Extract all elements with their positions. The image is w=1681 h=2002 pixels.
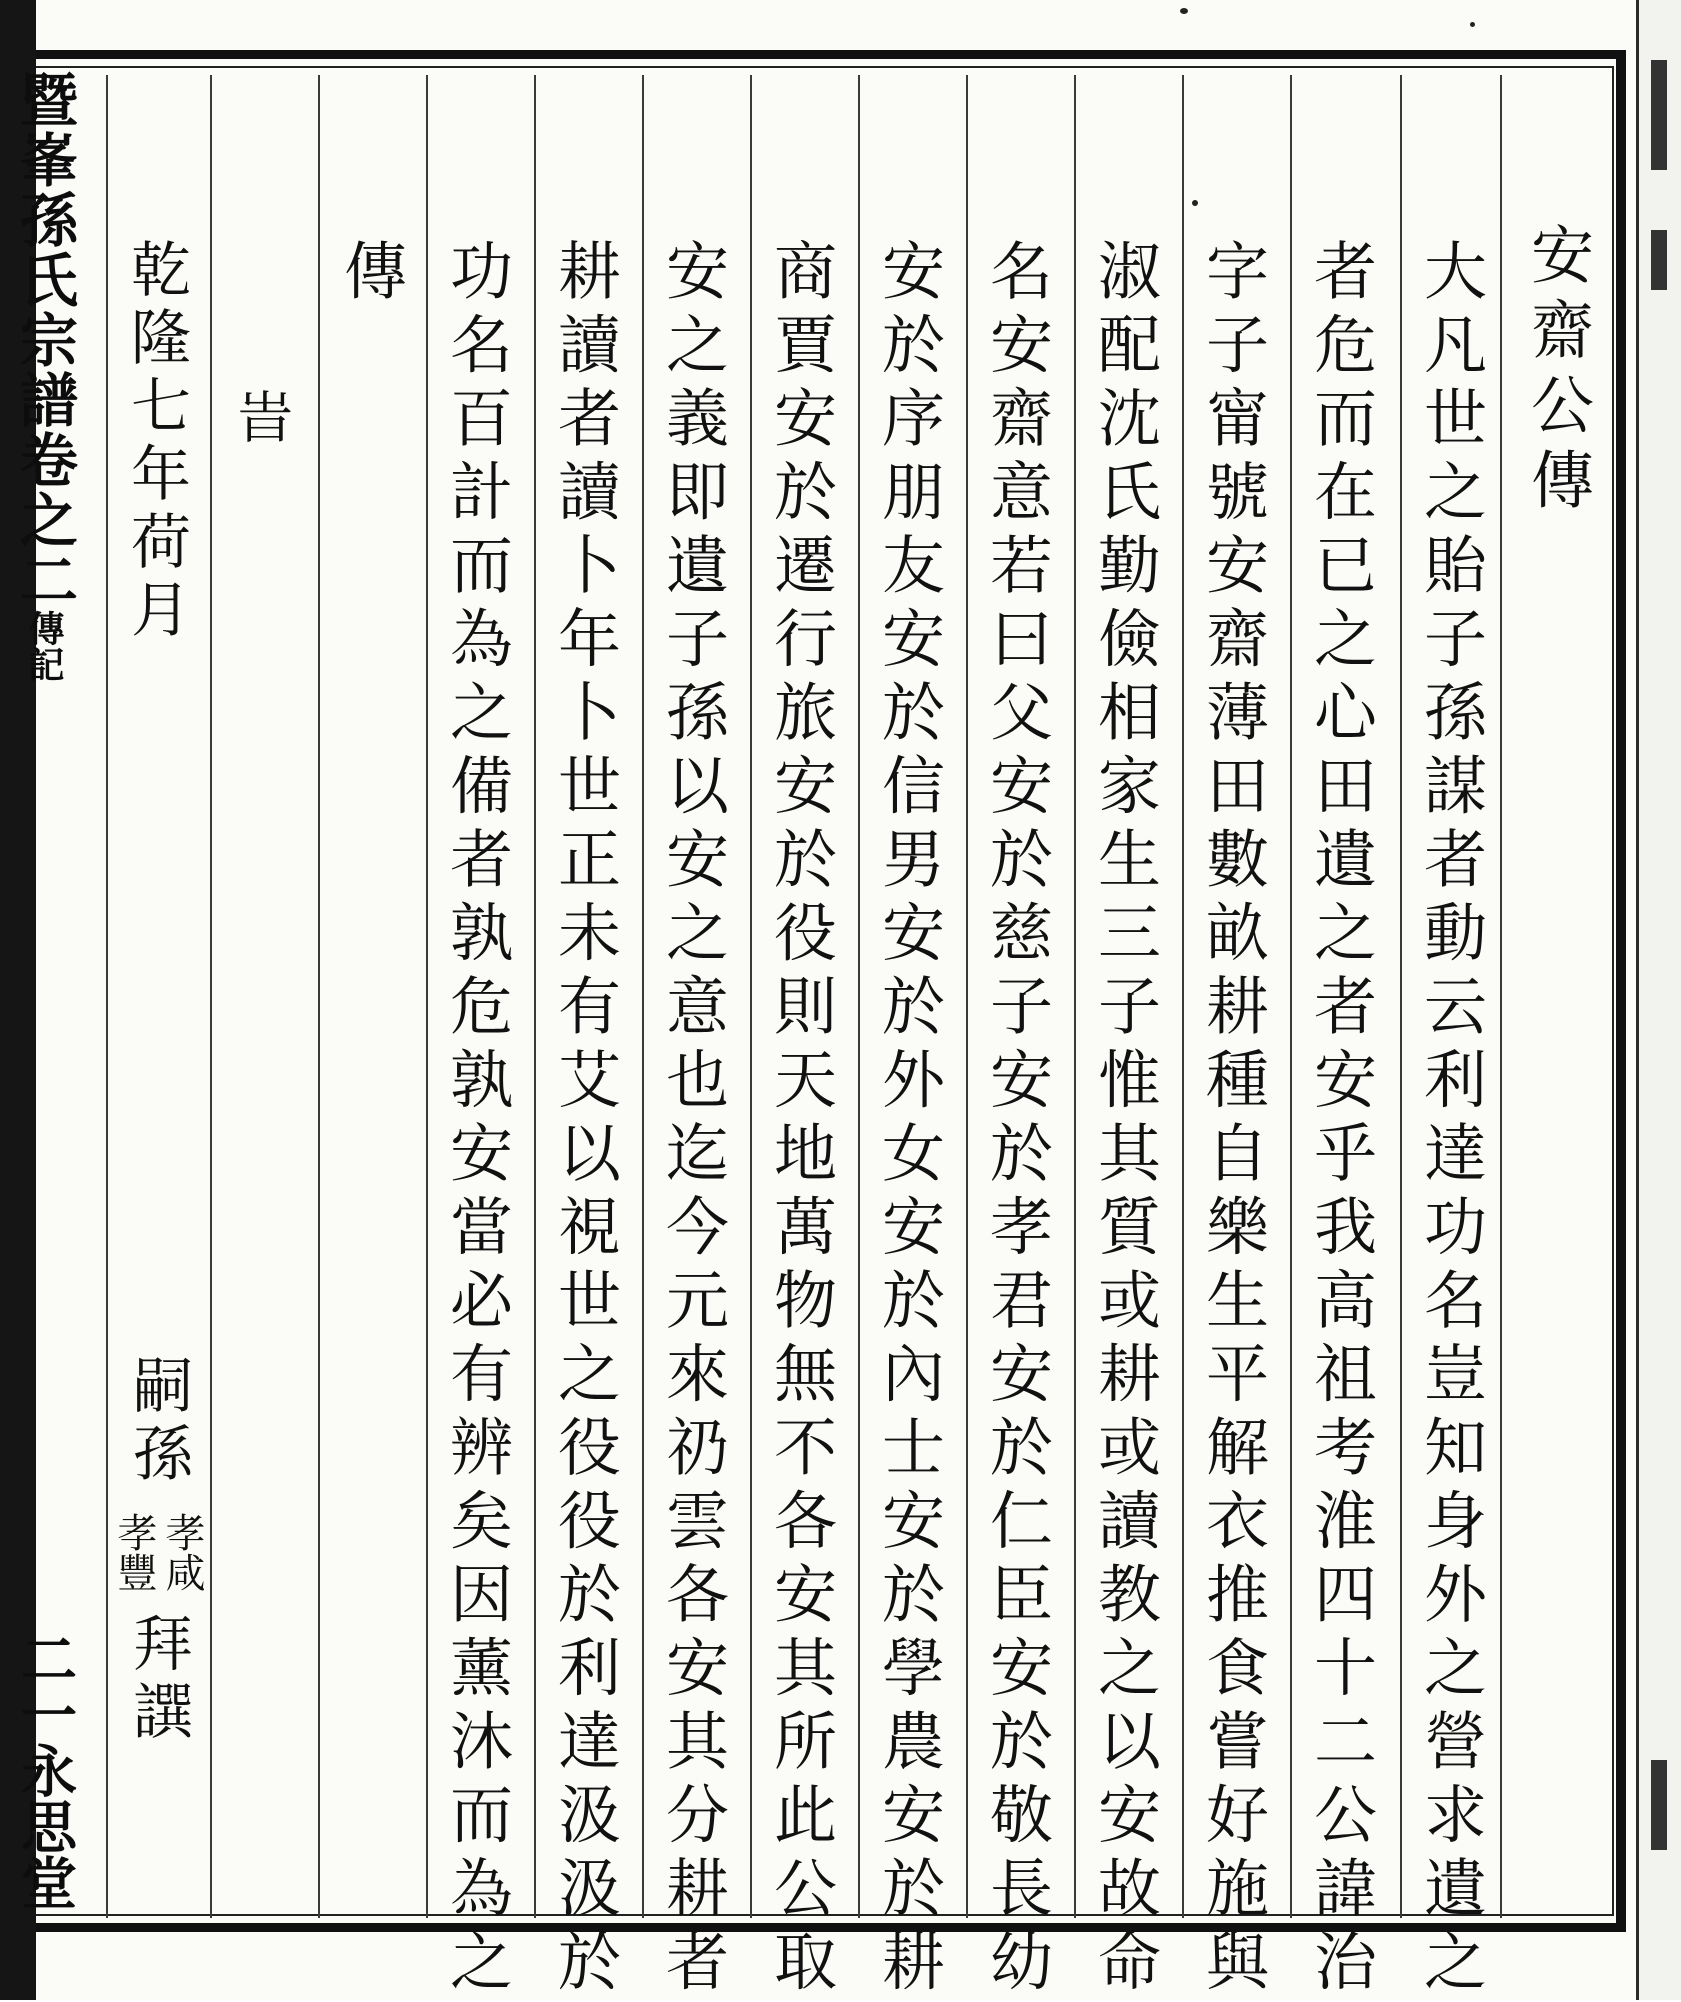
text-column: 者危而在已之心田遺之者安乎我高祖考淮四十二公諱治: [1304, 238, 1377, 2002]
text-column: 耕讀者讀卜年卜世正未有艾以視世之役役於利達汲汲於: [548, 238, 621, 2002]
signer-name: 孝豐: [111, 1512, 157, 1592]
signature-action: 拜譔: [123, 1612, 193, 1748]
column-rule: [1500, 75, 1502, 1918]
edge-mark: [1651, 230, 1667, 290]
document-title: 安齋公傳: [1521, 222, 1594, 522]
text-column: 商賈安於遷行旅安於役則天地萬物無不各安其所此公取: [764, 238, 837, 2002]
text-column: 安於序朋友安於信男安於外女安於內士安於學農安於耕: [872, 238, 945, 2002]
text-column: 淑配沈氏勤儉相家生三子惟其質或耕或讀教之以安故命: [1088, 238, 1161, 2002]
spine-page-info: [10, 1630, 80, 1910]
signature-names: [112, 1512, 204, 1612]
edge-mark: [1651, 1760, 1667, 1850]
signer-name: 孝咸: [159, 1512, 205, 1592]
scan-speck: [1180, 8, 1188, 14]
scan-speck: [1192, 200, 1198, 206]
column-rule: [210, 75, 212, 1918]
text-column: 名安齋意若曰父安於慈子安於孝君安於仁臣安於敬長幼: [980, 238, 1053, 2002]
text-column: 功名百計而為之備者孰危孰安當必有辨矣因薰沐而為之: [440, 238, 513, 2002]
date-line: 乾隆七年荷月: [121, 238, 191, 646]
spine-hall-name: 永思堂: [12, 1742, 78, 1910]
text-column: 大凡世之貽子孫謀者動云利達功名豈知身外之營求遺之: [1414, 238, 1487, 2002]
scan-speck: [1470, 22, 1475, 27]
page-edge: [1636, 0, 1681, 2000]
spine-section: 傳記: [23, 610, 65, 682]
edge-mark: [1651, 60, 1667, 170]
spine-page-number: 二一: [12, 1630, 78, 1742]
column-rule: [318, 75, 320, 1918]
closing-word: 傳: [334, 238, 407, 301]
spine-book-title: 暨峯孫氏宗譜: [10, 70, 78, 430]
spine-volume: 卷之二: [10, 430, 78, 610]
signature-relation: 嗣孫: [123, 1354, 193, 1490]
text-column: 安之義即遺子孫以安之意也迄今元來礽雲各安其分耕者: [656, 238, 729, 2002]
honorific-mark: 旹: [228, 388, 293, 444]
text-column: 字子甯號安齋薄田數畝耕種自樂生平解衣推食嘗好施與: [1196, 238, 1269, 2002]
